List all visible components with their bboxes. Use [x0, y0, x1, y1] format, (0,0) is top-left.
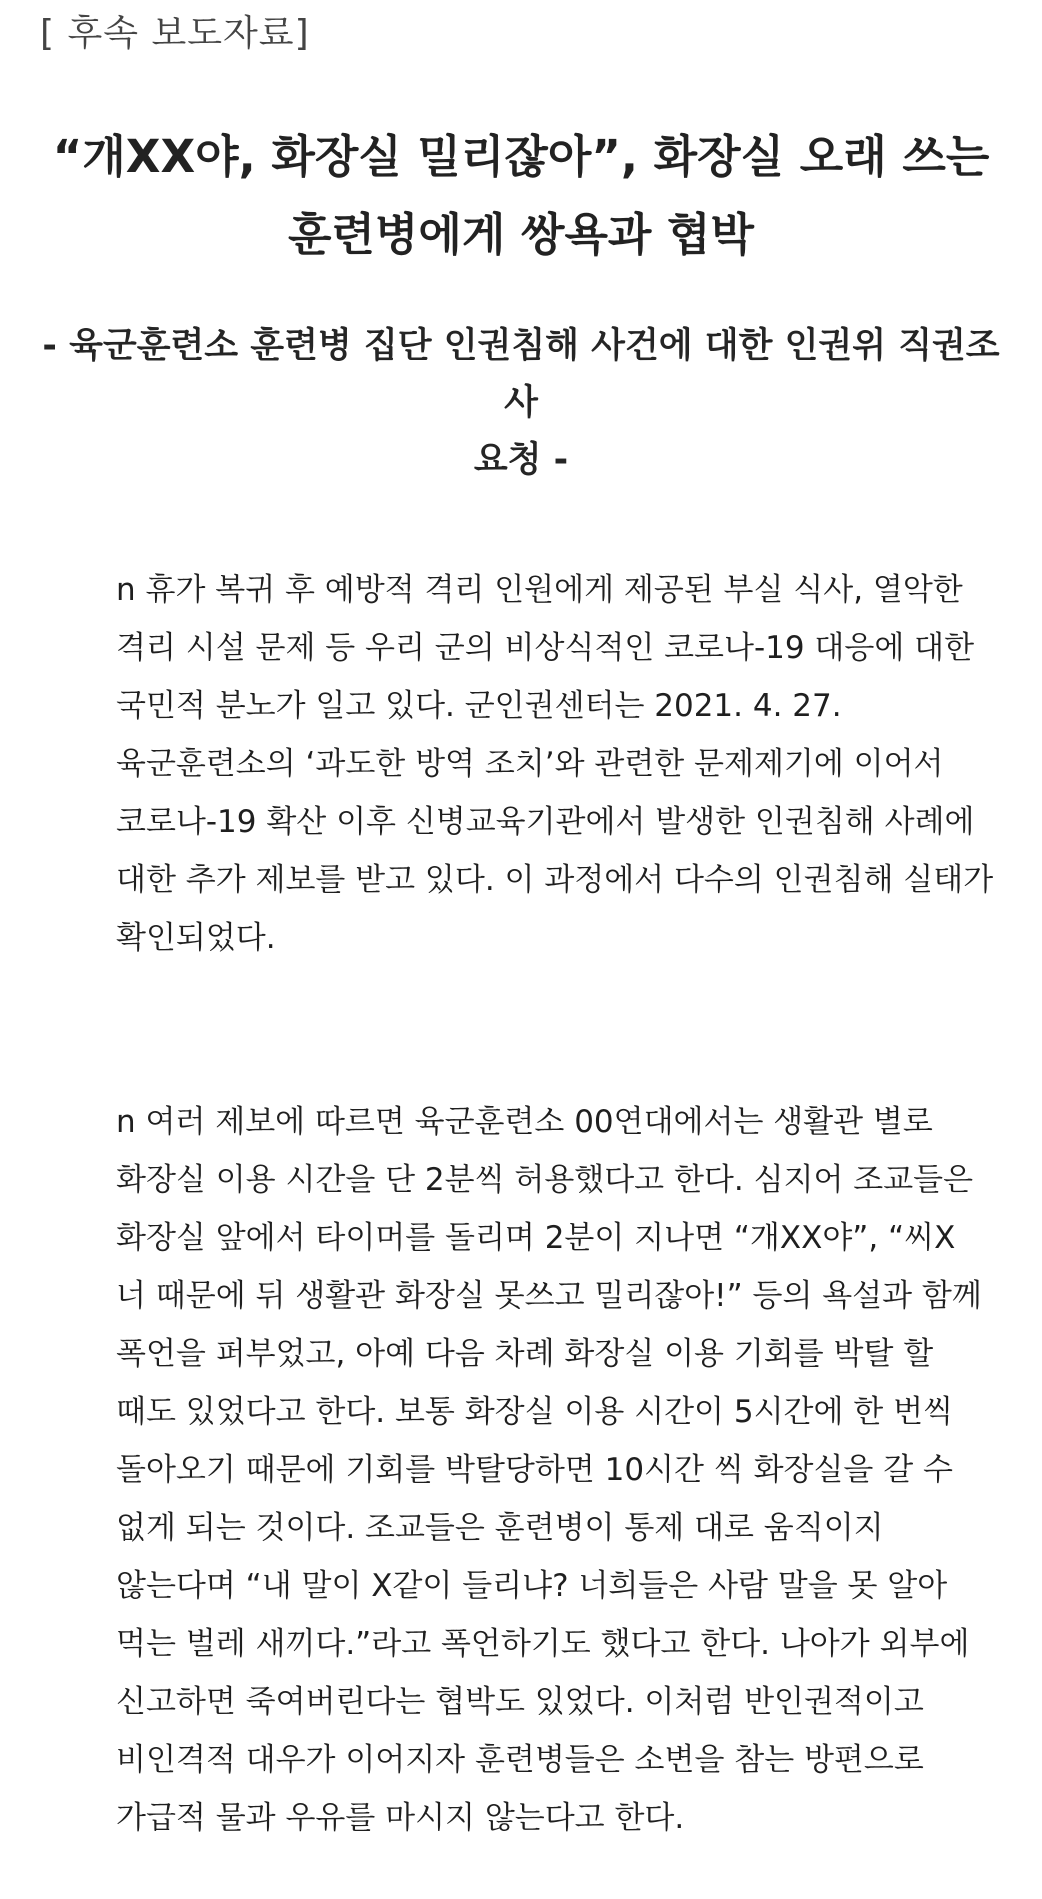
subheadline-line: 요청 - [473, 440, 569, 480]
paragraph-line: 화장실 이용 시간을 단 2분씩 허용했다고 한다. 심지어 조교들은 [116, 1162, 974, 1198]
paragraph-line: 때도 있었다고 한다. 보통 화장실 이용 시간이 5시간에 한 번씩 [116, 1394, 953, 1430]
headline-line: “개XX야, 화장실 밀리잖아”, 화장실 오래 쓰는 [52, 130, 990, 183]
paragraph-line: 격리 시설 문제 등 우리 군의 비상식적인 코로나-19 대응에 대한 [116, 630, 975, 666]
paragraph-line: 너 때문에 뒤 생활관 화장실 못쓰고 밀리잖아!” 등의 욕설과 함께 [116, 1278, 982, 1314]
paragraph-line: 가급적 물과 우유를 마시지 않는다고 한다. [116, 1800, 685, 1836]
paragraph-line: 국민적 분노가 일고 있다. 군인권센터는 2021. 4. 27. [116, 688, 842, 724]
body-paragraph [116, 1093, 1016, 1847]
paragraph-line: 육군훈련소의 ‘과도한 방역 조치’와 관련한 문제제기에 이어서 [116, 746, 944, 782]
paragraph-line: 없게 되는 것이다. 조교들은 훈련병이 통제 대로 움직이지 [116, 1510, 884, 1546]
subheadline [40, 318, 1002, 489]
release-type-label: [ 후속 보도자료] [40, 13, 310, 54]
body-paragraph [116, 561, 1016, 967]
paragraph-line: n 여러 제보에 따르면 육군훈련소 00연대에서는 생활관 별로 [116, 1104, 933, 1140]
paragraph-line: 코로나-19 확산 이후 신병교육기관에서 발생한 인권침해 사례에 [116, 804, 975, 840]
paragraph-line: 폭언을 퍼부었고, 아예 다음 차례 화장실 이용 기회를 박탈 할 [116, 1336, 934, 1372]
paragraph-line: 대한 추가 제보를 받고 있다. 이 과정에서 다수의 인권침해 실태가 [116, 862, 994, 898]
paragraph-line: 화장실 앞에서 타이머를 돌리며 2분이 지나면 “개XX야”, “씨X [116, 1220, 956, 1256]
paragraph-line: 먹는 벌레 새끼다.”라고 폭언하기도 했다고 한다. 나아가 외부에 [116, 1626, 970, 1662]
paragraph-line: 돌아오기 때문에 기회를 박탈당하면 10시간 씩 화장실을 갈 수 [116, 1452, 953, 1488]
subheadline-line: - 육군훈련소 훈련병 집단 인권침해 사건에 대한 인권위 직권조사 [42, 326, 1000, 423]
paragraph-line: n 휴가 복귀 후 예방적 격리 인원에게 제공된 부실 식사, 열악한 [116, 572, 963, 608]
paragraph-line: 비인격적 대우가 이어지자 훈련병들은 소변을 참는 방편으로 [116, 1742, 924, 1778]
paragraph-line: 않는다며 “내 말이 X같이 들리냐? 너희들은 사람 말을 못 알아 [116, 1568, 948, 1604]
paragraph-line: 확인되었다. [116, 920, 276, 956]
headline [30, 118, 1012, 274]
headline-line: 훈련병에게 쌍욕과 협박 [287, 208, 755, 261]
paragraph-line: 신고하면 죽여버린다는 협박도 있었다. 이처럼 반인권적이고 [116, 1684, 924, 1720]
